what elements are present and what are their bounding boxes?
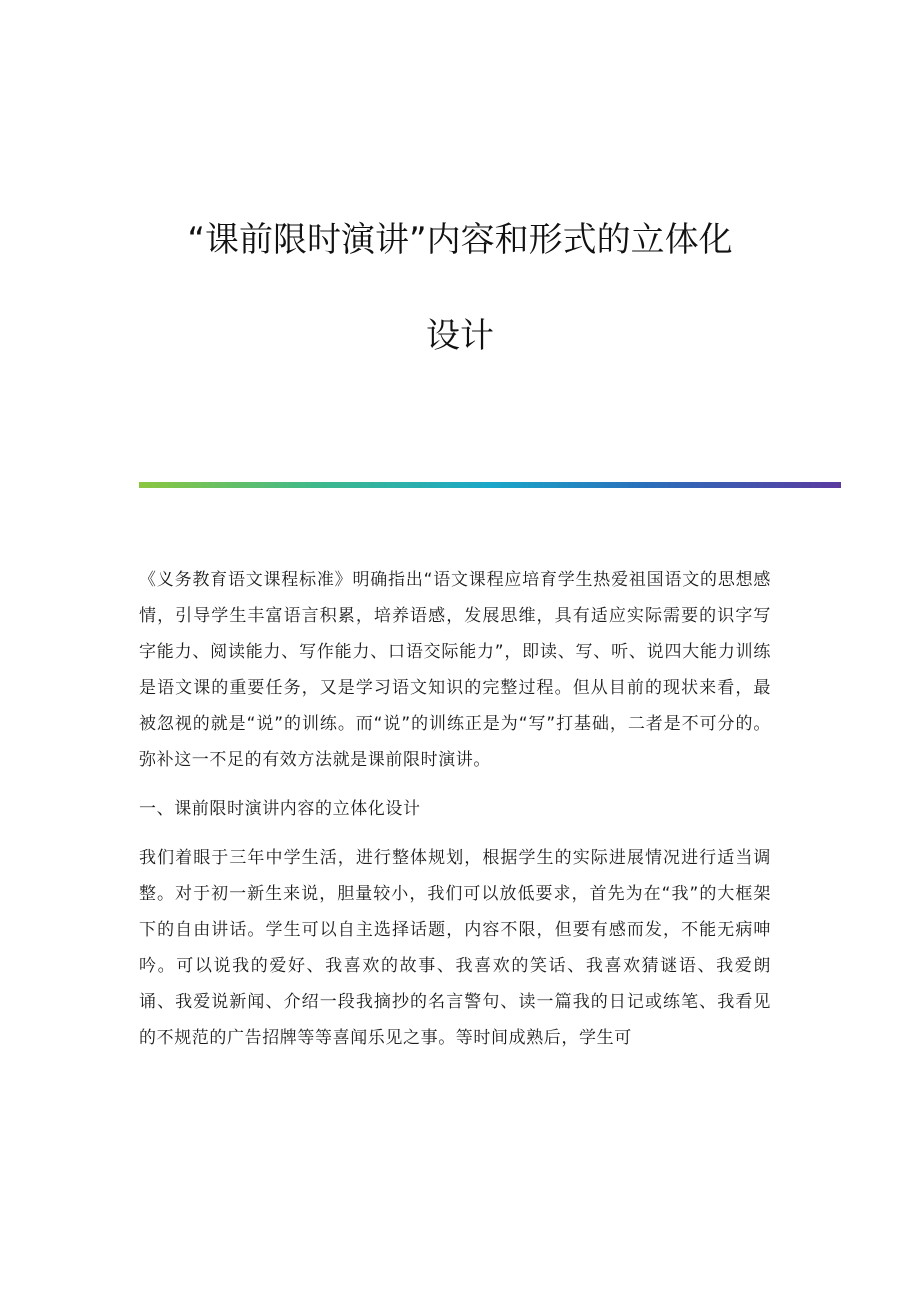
document-body bbox=[139, 562, 771, 1069]
document-title-line-2: 设计 bbox=[426, 316, 494, 356]
document-title-line-1: “课前限时演讲”内容和形式的立体化 bbox=[187, 220, 733, 260]
paragraph-content-design: 我们着眼于三年中学生活，进行整体规划，根据学生的实际进展情况进行适当调整。对于初一新生来说，胆量较小，我们可以放低要求，首先为在“我”的大框架下的自由讲话。学生可以自主选择话题，内容不限，但要有感而发，不能无病呻吟。可以说我的爱好、我喜欢的故事、我喜欢的笑话、我喜欢猜谜语、我爱朗诵、我爱说新闻、介绍一段我摘抄的名言警句、读一篇我的日记或练笔、我看见的不规范的广告招牌等等喜闻乐见之事。等时间成熟后，学生可 bbox=[139, 848, 771, 1048]
section-heading: 一、课前限时演讲内容的立体化设计 bbox=[139, 799, 421, 819]
gradient-divider bbox=[139, 482, 841, 488]
paragraph-intro: 《义务教育语文课程标准》明确指出“语文课程应培育学生热爱祖国语文的思想感情，引导学生丰富语言积累，培养语感，发展思维，具有适应实际需要的识字写字能力、阅读能力、写作能力、口语交际能力”，即读、写、听、说四大能力训练是语文课的重要任务，又是学习语文知识的完整过程。但从目前的现状来看，最被忽视的就是“说”的训练。而“说”的训练正是为“写”打基础，二者是不可分的。弥补这一不足的有效方法就是课前限时演讲。 bbox=[139, 570, 771, 770]
